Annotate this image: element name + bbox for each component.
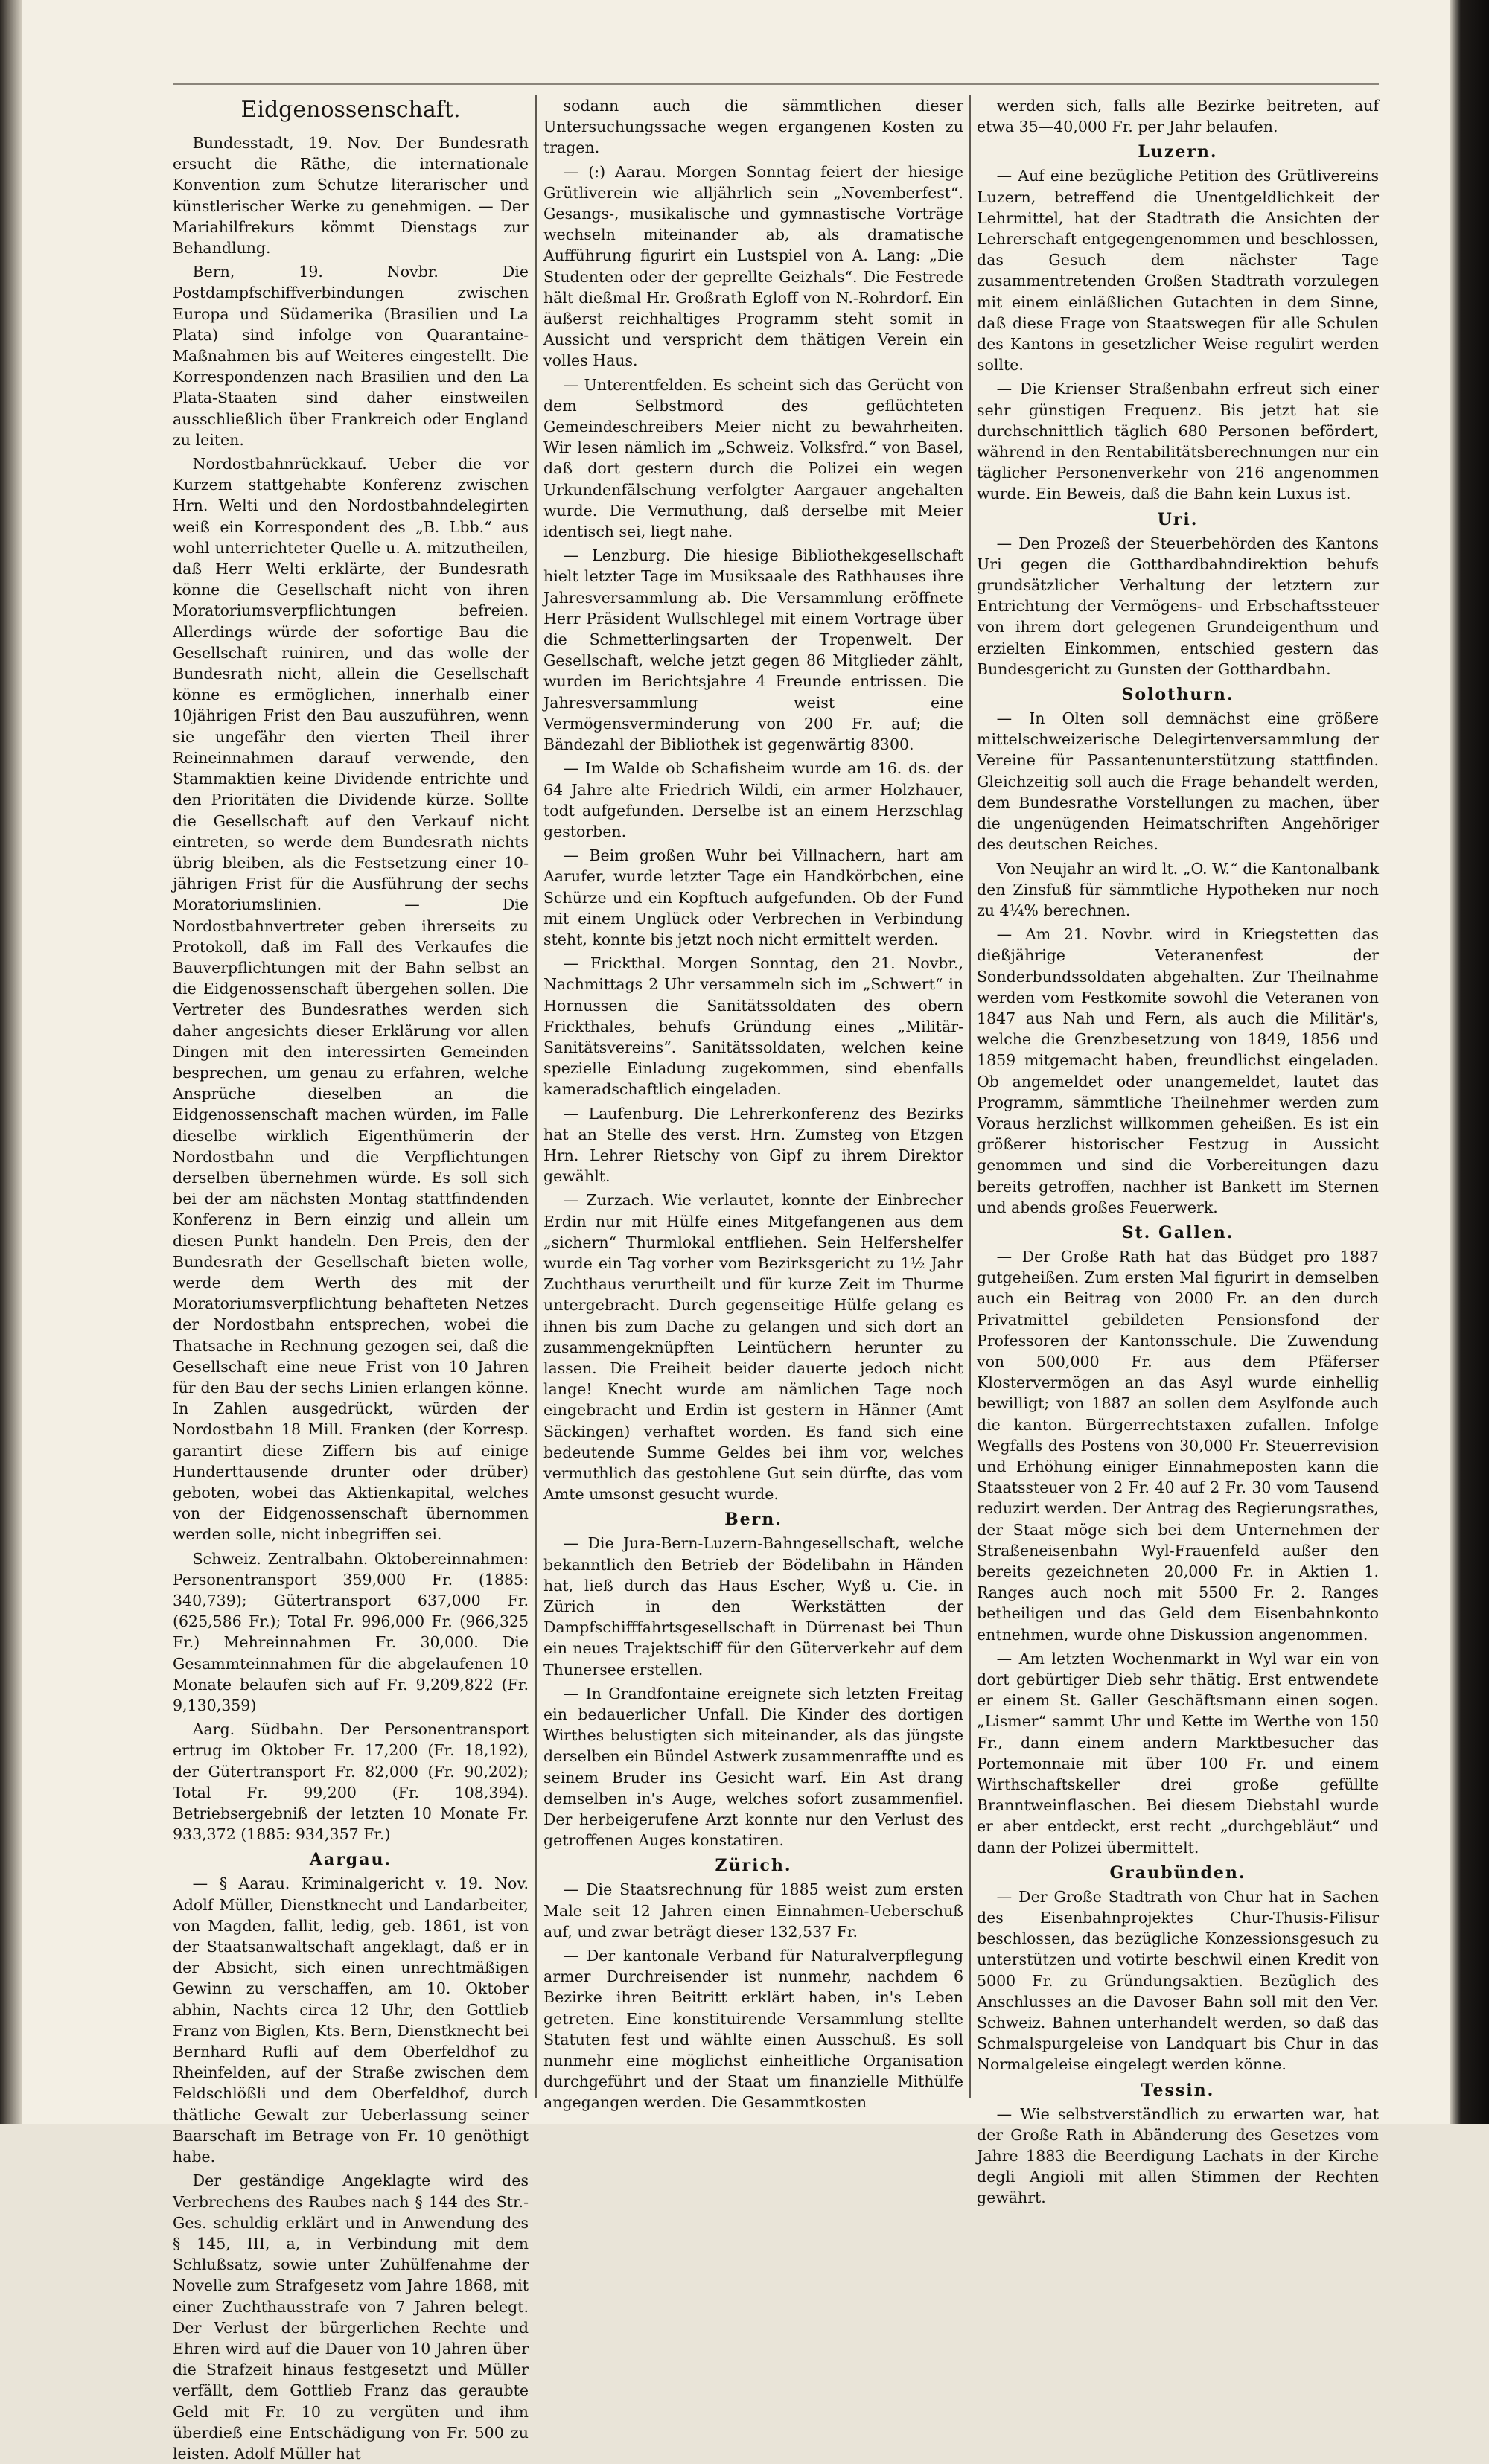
article-paragraph: — Zurzach. Wie verlautet, konnte der Einbrecher Erdin nur mit Hülfe eines Mitgefangenen aus dem „sichern“ Thurmlokal entfliehen. Sein Helfershelfer wurde ein Tag vorher vom Bezirksgericht zu 1½ Jahr Zuchthaus verurtheilt und für kurze Zeit im Thurme untergebracht. Durch gegenseitige Hülfe gelang es ihnen bis zum Dache zu gelangen und sich dort an zusammengeknüpften Leintüchern herunter zu lassen. Die Freiheit beider dauerte jedoch nicht lange! Knecht wurde am nämlichen Tage noch eingebracht und Erdin ist gestern in Hänner (Amt Säckingen) verhaftet worden. Es fand sich eine bedeutende Summe Geldes bei ihm vor, welches vermuthlich das gestohlene Gut sein dürfte, das vom Amte umsonst gesucht wurde.: [543, 1191, 963, 1504]
article-paragraph: — Die Jura-Bern-Luzern-Bahngesellschaft, welche bekanntlich den Betrieb der Bödelibahn in Händen hat, ließ durch das Haus Escher, Wyß u. Cie. in Zürich in den Werkstätten der Dampfschifffahrtsgesellschaft in Dürrenast bei Thun ein neues Trajektschiff für den Güterverkehr auf dem Thunersee erstellen.: [543, 1534, 963, 1679]
column-2: [543, 95, 963, 2112]
article-paragraph: Aarg. Südbahn. Der Personentransport ertrug im Oktober Fr. 17,200 (Fr. 18,192), der Gütertransport Fr. 82,000 (Fr. 90,202); Total Fr. 99,200 (Fr. 108,394). Betriebsergebniß der letzten 10 Monate Fr. 933,372 (1885: 934,357 Fr.): [173, 1720, 529, 1844]
region-heading: Tessin.: [1141, 2080, 1215, 2100]
article-paragraph: — Frickthal. Morgen Sonntag, den 21. Novbr., Nachmittags 2 Uhr versammeln sich im „Schwert“ in Hornussen die Sanitätssoldaten des obern Frickthales, behufs Gründung eines „Militär-Sanitätsvereins“. Sanitätssoldaten, welchen keine spezielle Einladung zugekommen, sind ebenfalls kameradschaftlich eingeladen.: [543, 954, 963, 1099]
article-paragraph: — Der Große Rath hat das Büdget pro 1887 gutgeheißen. Zum ersten Mal figurirt in demselben auch ein Beitrag von 2000 Fr. an den durch Privatmittel gebildeten Pensionsfond der Professoren der Kantonsschule. Die Zuwendung von 500,000 Fr. aus dem Pfäferser Klostervermögen an das Asyl wurde einhellig bewilligt; von 1887 an sollen dem Asylfonde auch die kanton. Bürgerrechtstaxen zufallen. Infolge Wegfalls des Postens von 30,000 Fr. Steuerrevision und Erhöhung einiger Einnahmeposten kann die Staatssteuer von 2 Fr. 40 auf 2 Fr. 30 vom Tausend reduzirt werden. Der Antrag des Regierungsrathes, der Staat möge sich bei dem Unternehmen der Straßeneisenbahn Wyl-Frauenfeld außer den bereits gezeichneten 20,000 Fr. in Aktien 1. Ranges auch noch mit 5500 Fr. 2. Ranges betheiligen und das Geld dem Eisenbahnkonto entnehmen, wurde ohne Diskussion angenommen.: [977, 1247, 1379, 1644]
section-title: Eidgenossenschaft.: [240, 97, 461, 123]
article-paragraph: — Beim großen Wuhr bei Villnachern, hart am Aarufer, wurde letzter Tage ein Handkörbchen, eine Schürze und ein Kopftuch aufgefunden. Ob der Fund mit einem Unglück oder Verbrechen in Verbindung steht, konnte bis jetzt noch nicht ermittelt werden.: [543, 846, 963, 948]
region-heading: Luzern.: [1138, 142, 1218, 162]
column-1: [173, 88, 529, 2463]
article-paragraph: — Der kantonale Verband für Naturalverpflegung armer Durchreisender ist nunmehr, nachdem 6 Bezirke ihren Beitritt erklärt haben, in's Leben getreten. Eine konstituirende Versammlung stellte Statuten fest und wählte einen Ausschuß. Es soll nunmehr eine möglichst einheitliche Organisation durchgeführt und der Staat um finanzielle Mithülfe angegangen werden. Die Gesammtkosten: [543, 1947, 963, 2112]
article-paragraph: — Den Prozeß der Steuerbehörden des Kantons Uri gegen die Gotthardbahndirektion behufs grundsätzlicher Verhaltung der letztern zur Entrichtung der Vermögens- und Erbschaftssteuer von ihrem dort gelegenen Grundeigenthum und erzielten Einkommen, entschied gestern das Bundesgericht zu Gunsten der Gotthardbahn.: [977, 534, 1379, 678]
article-paragraph: werden sich, falls alle Bezirke beitreten, auf etwa 35—40,000 Fr. per Jahr belaufen.: [977, 97, 1379, 136]
article-paragraph: — Lenzburg. Die hiesige Bibliothekgesellschaft hielt letzter Tage im Musiksaale des Rathhauses ihre Jahresversammlung ab. Die Versammlung eröffnete Herr Präsident Wullschlegel mit einem Vortrage über die Schmetterlingsarten der Tropenwelt. Der Gesellschaft, welche jetzt gegen 86 Mitglieder zählt, wurden im Berichtsjahre 4 Freunde entrissen. Die Jahresversammlung weist eine Vermögensverminderung von 200 Fr. auf; die Bändezahl der Bibliothek ist gegenwärtig 8300.: [543, 546, 963, 754]
scan-edge: [1450, 0, 1489, 2124]
article-paragraph: Der geständige Angeklagte wird des Verbrechens des Raubes nach § 144 des Str.-Ges. schuldig erklärt und in Anwendung des § 145, III, a, in Verbindung mit dem Schlußsatz, sowie unter Zuhülfenahme der Novelle zum Strafgesetz vom Jahre 1868, mit einer Zuchthausstrafe von 7 Jahren belegt. Der Verlust der bürgerlichen Rechte und Ehren wird auf die Dauer von 10 Jahren über die Strafzeit hinaus festgesetzt und Müller verfällt, dem Gottlieb Franz das geraubte Geld mit Fr. 10 zu vergüten und ihm überdieß eine Entschädigung von Fr. 500 zu leisten. Adolf Müller hat: [173, 2171, 529, 2463]
article-paragraph: — Wie selbstverständlich zu erwarten war, hat der Große Rath in Abänderung des Gesetzes vom Jahre 1883 die Beerdigung Lachats in der Kirche degli Angioli mit allen Stimmen der Rechten gewährt.: [977, 2104, 1379, 2207]
article-paragraph: — (:) Aarau. Morgen Sonntag feiert der hiesige Grütliverein wie alljährlich sein „Novemberfest“. Gesangs-, musikalische und gymnastische Vorträge wechseln miteinander ab, als dramatische Aufführung figurirt ein Lustspiel von A. Lang: „Die Studenten oder der geprellte Geizhals“. Die Festrede hält dießmal Hr. Großrath Egloff von N.-Rohrdorf. Ein äußerst reichhaltiges Programm steht somit in Aussicht und verspricht dem thätigen Verein ein volles Haus.: [543, 162, 963, 370]
binding-edge: [0, 0, 22, 2124]
article-paragraph: Von Neujahr an wird lt. „O. W.“ die Kantonalbank den Zinsfuß für sämmtliche Hypotheken nur noch zu 4¼% berechnen.: [977, 859, 1379, 919]
article-paragraph: — In Grandfontaine ereignete sich letzten Freitag ein bedauerlicher Unfall. Die Kinder des dortigen Wirthes belustigten sich miteinander, als das jüngste derselben ein Bündel Astwerk zusammenraffte und es seinem Bruder ins Gesicht warf. Ein Ast drang demselben in's Auge, welches sofort zusammenfiel. Der herbeigerufene Arzt konnte nur den Verlust des getroffenen Auges konstatiren.: [543, 1684, 963, 1850]
article-paragraph: — Im Walde ob Schafisheim wurde am 16. ds. der 64 Jahre alte Friedrich Wildi, ein armer Holzhauer, todt aufgefunden. Derselbe ist an einem Herzschlag gestorben.: [543, 759, 963, 840]
article-paragraph: Schweiz. Zentralbahn. Oktobereinnahmen: Personentransport 359,000 Fr. (1885: 340,739); Gütertransport 637,000 Fr. (625,586 Fr.); Total Fr. 996,000 Fr. (966,325 Fr.) Mehreinnahmen Fr. 30,000. Die Gesammteinnahmen für die abgelaufenen 10 Monate belaufen sich auf Fr. 9,209,822 (Fr. 9,130,359): [173, 1549, 529, 1715]
article-paragraph: — Laufenburg. Die Lehrerkonferenz des Bezirks hat an Stelle des verst. Hrn. Zumsteg von Etzgen Hrn. Lehrer Rietschy von Gipf zu ihrem Direktor gewählt.: [543, 1104, 963, 1186]
article-paragraph: — In Olten soll demnächst eine größere mittelschweizerische Delegirtenversammlung der Vereine für Passantenunterstützung stattfinden. Gleichzeitig soll auch die Frage behandelt werden, dem Bundesrathe Vorstellungen zu machen, über die ungenügenden Heimatschriften Angehöriger des deutschen Reiches.: [977, 709, 1379, 854]
column-rule: [969, 95, 971, 2098]
article-paragraph: — Der Große Stadtrath von Chur hat in Sachen des Eisenbahnprojektes Chur-Thusis-Filisur beschlossen, das bezügliche Konzessionsgesuch zu unterstützen und votirte beschwil einen Kredit von 5000 Fr. zu Gründungsaktien. Bezüglich des Anschlusses an die Davoser Bahn soll mit den Ver. Schweiz. Bahnen unterhandelt werden, so daß das Schmalspurgeleise von Landquart bis Chur in das Normalgeleise eingelegt werden könne.: [977, 1887, 1379, 2074]
region-heading: Zürich.: [715, 1856, 792, 1876]
region-heading: Uri.: [1157, 509, 1199, 529]
article-paragraph: — Am letzten Wochenmarkt in Wyl war ein von dort gebürtiger Dieb sehr thätig. Erst entwendete er einem St. Galler Geschäftsmann einen sogen. „Lismer“ sammt Uhr und Kette im Werthe von 150 Fr., dann einem andern Marktbesucher das Portemonnaie mit über 100 Fr. und einem Wirthschaftskeller drei große gefüllte Branntweinflaschen. Bei diesem Diebstahl wurde er aber entdeckt, erst recht „durchgebläut“ und dann der Polizei übermittelt.: [977, 1649, 1379, 1857]
column-rule: [535, 95, 537, 2098]
region-heading: Bern.: [724, 1510, 782, 1530]
article-paragraph: sodann auch die sämmtlichen dieser Untersuchungssache wegen ergangenen Kosten zu tragen.: [543, 97, 963, 157]
article-paragraph: Bern, 19. Novbr. Die Postdampfschiffverbindungen zwischen Europa und Südamerika (Brasilien und La Plata) sind infolge von Quarantaine-Maßnahmen bis auf Weiteres eingestellt. Die Korrespondenzen nach Brasilien und den La Plata-Staaten sind daher einstweilen ausschließlich über Frankreich oder England zu leiten.: [173, 263, 529, 449]
article-paragraph: — § Aarau. Kriminalgericht v. 19. Nov. Adolf Müller, Dienstknecht und Landarbeiter, von Magden, fallit, ledig, geb. 1861, ist von der Staatsanwaltschaft angeklagt, daß er in der Absicht, sich einen unrechtmäßigen Gewinn zu verschaffen, am 10. Oktober abhin, Nachts circa 12 Uhr, den Gottlieb Franz von Biglen, Kts. Bern, Dienstknecht bei Bernhard Rufli auf dem Oberfeldhof zu Rheinfelden, auf der Straße zwischen dem Feldschlößli und dem Oberfeldhof, durch thätliche Gewalt zur Ueberlassung seiner Baarschaft im Betrage von Fr. 10 genöthigt habe.: [173, 1874, 529, 2166]
region-heading: St. Gallen.: [1121, 1222, 1234, 1242]
article-paragraph: — Am 21. Novbr. wird in Kriegstetten das dießjährige Veteranenfest der Sonderbundssoldaten abgehalten. Zur Theilnahme werden vom Festkomite sowohl die Veteranen von 1847 aus Nah und Fern, als auch die Militär's, welche die Grenzbesetzung von 1849, 1856 und 1859 mitgemacht haben, freundlichst eingeladen. Ob angemeldet oder unangemeldet, lautet das Programm, sämmtliche Theilnehmer werden zum Voraus herzlichst willkommen geheißen. Es ist ein größerer historischer Festzug in Aussicht genommen und sind die Vorbereitungen dazu bereits getroffen, nachher ist Bankett im Sternen und abends großes Feuerwerk.: [977, 925, 1379, 1216]
top-rule: [173, 83, 1379, 85]
region-heading: Graubünden.: [1109, 1863, 1246, 1883]
article-paragraph: — Die Krienser Straßenbahn erfreut sich einer sehr günstigen Frequenz. Bis jetzt hat sie durchschnittlich täglich 680 Personen befördert, während in den Rentabilitätsberechnungen nur ein täglicher Personenverkehr von 216 angenommen wurde. Ein Beweis, daß die Bahn kein Luxus ist.: [977, 380, 1379, 503]
article-paragraph: — Die Staatsrechnung für 1885 weist zum ersten Male seit 12 Jahren einen Einnahmen-Ueberschuß auf, und zwar beträgt dieser 132,537 Fr.: [543, 1880, 963, 1941]
article-paragraph: — Unterentfelden. Es scheint sich das Gerücht von dem Selbstmord des geflüchteten Gemeindeschreibers Meier nicht zu bewahrheiten. Wir lesen nämlich im „Schweiz. Volksfrd.“ von Basel, daß dort gestern durch die Polizei ein wegen Urkundenfälschung verfolgter Aargauer angehalten wurde. Die Vermuthung, daß derselbe mit Meier identisch sei, liegt nahe.: [543, 375, 963, 541]
article-paragraph: Nordostbahnrückkauf. Ueber die vor Kurzem stattgehabte Konferenz zwischen Hrn. Welti und den Nordostbahndelegirten weiß ein Korrespondent des „B. Lbb.“ aus wohl unterrichteter Quelle u. A. mitzutheilen, daß Herr Welti erklärte, der Bundesrath könne die Gesellschaft nicht von ihren Moratoriumsverpflichtungen befreien. Allerdings würde der sofortige Bau die Gesellschaft ruiniren, und das wolle der Bundesrath nicht, allein die Gesellschaft könne es ermöglichen, innerhalb einer 10jährigen Frist den Bau auszuführen, wenn sie ungefähr den vierten Theil ihrer Reineinnahmen darauf verwende, den Stammaktien keine Dividende entrichte und den Prioritäten die Dividende kürze. Sollte die Gesellschaft auf den Verkauf nicht eintreten, so werde dem Bundesrath nichts übrig bleiben, als die Festsetzung einer 10-jährigen Frist für die Ausführung der sechs Moratoriumslinien. — Die Nordostbahnvertreter geben ihrerseits zu Protokoll, daß im Fall des Verkaufes die Bauverpflichtungen mit der Bahn selbst an die Eidgenossenschaft übergehen sollen. Die Vertreter des Bundesrathes werden sich daher angesichts dieser Erklärung vor allen Dingen mit den interessirten Gemeinden besprechen, um genau zu erfahren, welche Ansprüche dieselben an die Eidgenossenschaft machen würden, im Falle dieselbe wirklich Eigenthümerin der Nordostbahn und die Verpflichtungen derselben übernehmen würde. Es soll sich bei der am nächsten Montag stattfindenden Konferenz in Bern einzig und allein um diesen Punkt handeln. Den Preis, den der Bundesrath der Gesellschaft bieten wolle, werde dem Werth des mit der Moratoriumsverpflichtung behafteten Netzes der Nordostbahn entsprechen, wobei die Thatsache in Rechnung gezogen sei, daß die Gesellschaft eine neue Frist von 10 Jahren für den Bau der sechs Linien erlangen könne. In Zahlen ausgedrückt, würden der Nordostbahn 18 Mill. Franken (der Korresp. garantirt diese Ziffern bis auf einige Hunderttausende drunter oder drüber) geboten, wobei das Aktienkapital, welches von der Eidgenossenschaft übernommen werden solle, nicht inbegriffen sei.: [173, 455, 529, 1544]
region-heading: Solothurn.: [1121, 685, 1234, 705]
column-3: [977, 95, 1379, 2207]
article-paragraph: Bundesstadt, 19. Nov. Der Bundesrath ersucht die Räthe, die internationale Konvention zum Schutze literarischer und künstlerischer Werke zu genehmigen. — Der Mariahilfrekurs kömmt Dienstags zur Behandlung.: [173, 134, 529, 258]
region-heading: Aargau.: [309, 1850, 392, 1870]
article-paragraph: — Auf eine bezügliche Petition des Grütlivereins Luzern, betreffend die Unentgeldlichkeit der Lehrmittel, hat der Stadtrath die Ansichten der Lehrerschaft entgegengenommen und beschlossen, das Gesuch dem nächster Tage zusammentretenden Großen Stadtrath vorzulegen mit einem einläßlichen Gutachten in dem Sinne, daß diese Frage von Staatswegen für alle Schulen des Kantons in gesetzlicher Weise regulirt werden sollte.: [977, 167, 1379, 374]
